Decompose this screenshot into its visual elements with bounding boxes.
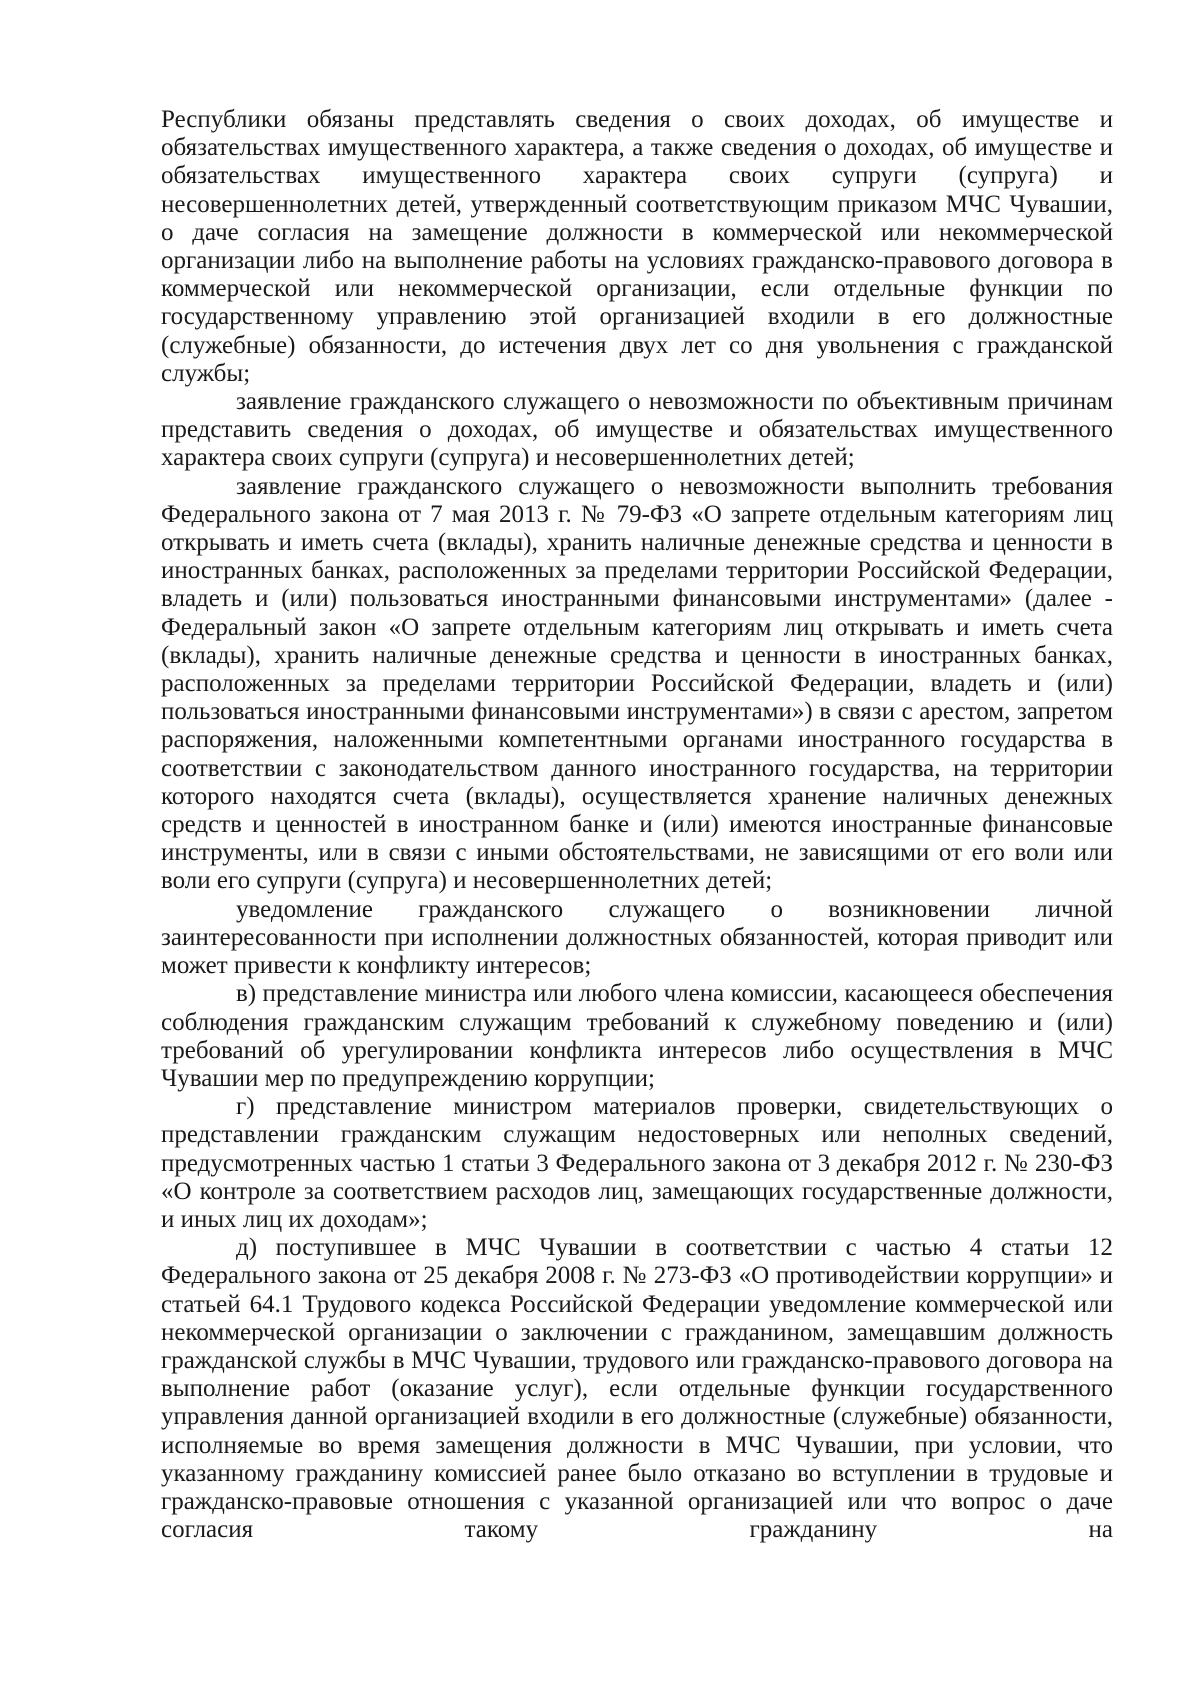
paragraph-item-g: г) представление министром материалов проверки, свидетельствующих о представлении гражданским служащим недостоверных или неполных сведений, предусмотренных частью 1 статьи 3 Федерального закона от 3 декабря 2012 г. № 230-ФЗ «О контроле за соответствием расходов лиц, замещающих государственные должности, и иных лиц их доходам»; [161, 1093, 1113, 1233]
document-body [161, 106, 1113, 1544]
paragraph-item-v: в) представление министра или любого члена комиссии, касающееся обеспечения соблюдения гражданским служащим требований к служебному поведению и (или) требований об урегулировании конфликта интересов либо осуществления в МЧС Чувашии мер по предупреждению коррупции; [161, 980, 1113, 1092]
paragraph-conflict-of-interest-notice: уведомление гражданского служащего о возникновении личной заинтересованности при исполнении должностных обязанностей, которая приводит или может привести к конфликту интересов; [161, 895, 1113, 980]
paragraph-income-statement-impossibility: заявление гражданского служащего о невозможности по объективным причинам представить сведения о доходах, об имуществе и обязательствах имущественного характера своих супруги (супруга) и несовершеннолетних детей; [161, 388, 1113, 472]
paragraph-item-d: д) поступившее в МЧС Чувашии в соответствии с частью 4 статьи 12 Федерального закона от 25 декабря 2008 г. № 273-ФЗ «О противодействии коррупции» и статьей 64.1 Трудового кодекса Российской Федерации уведомление коммерческой или некоммерческой организации о заключении с гражданином, замещавшим должность гражданской службы в МЧС Чувашии, трудового или гражданско-правового договора на выполнение работ (оказание услуг), если отдельные функции государственного управления данной организацией входили в его должностные (служебные) обязанности, исполняемые во время замещения должности в МЧС Чувашии, при условии, что указанному гражданину комиссией ранее было отказано во вступлении в трудовые и гражданско-правовые отношения с указанной организацией или что вопрос о даче согласия такому гражданину на [161, 1234, 1113, 1544]
paragraph-continuation: Республики обязаны представлять сведения о своих доходах, об имуществе и обязательствах имущественного характера, а также сведения о доходах, об имуществе и обязательствах имущественного характера своих супруги (супруга) и несовершеннолетних детей, утвержденный соответствующим приказом МЧС Чувашии, о даче согласия на замещение должности в коммерческой или некоммерческой организации либо на выполнение работы на условиях гражданско-правового договора в коммерческой или некоммерческой организации, если отдельные функции по государственному управлению этой организацией входили в его должностные (служебные) обязанности, до истечения двух лет со дня увольнения с гражданской службы; [161, 106, 1113, 387]
paragraph-foreign-accounts-law: заявление гражданского служащего о невозможности выполнить требования Федерального закона от 7 мая 2013 г. № 79-ФЗ «О запрете отдельным категориям лиц открывать и иметь счета (вклады), хранить наличные денежные средства и ценности в иностранных банках, расположенных за пределами территории Российской Федерации, владеть и (или) пользоваться иностранными финансовыми инструментами» (далее - Федеральный закон «О запрете отдельным категориям лиц открывать и иметь счета (вклады), хранить наличные денежные средства и ценности в иностранных банках, расположенных за пределами территории Российской Федерации, владеть и (или) пользоваться иностранными финансовыми инструментами») в связи с арестом, запретом распоряжения, наложенными компетентными органами иностранного государства в соответствии с законодательством данного иностранного государства, на территории которого находятся счета (вклады), осуществляется хранение наличных денежных средств и ценностей в иностранном банке и (или) имеются иностранные финансовые инструменты, или в связи с иными обстоятельствами, не зависящими от его воли или воли его супруги (супруга) и несовершеннолетних детей; [161, 472, 1113, 895]
